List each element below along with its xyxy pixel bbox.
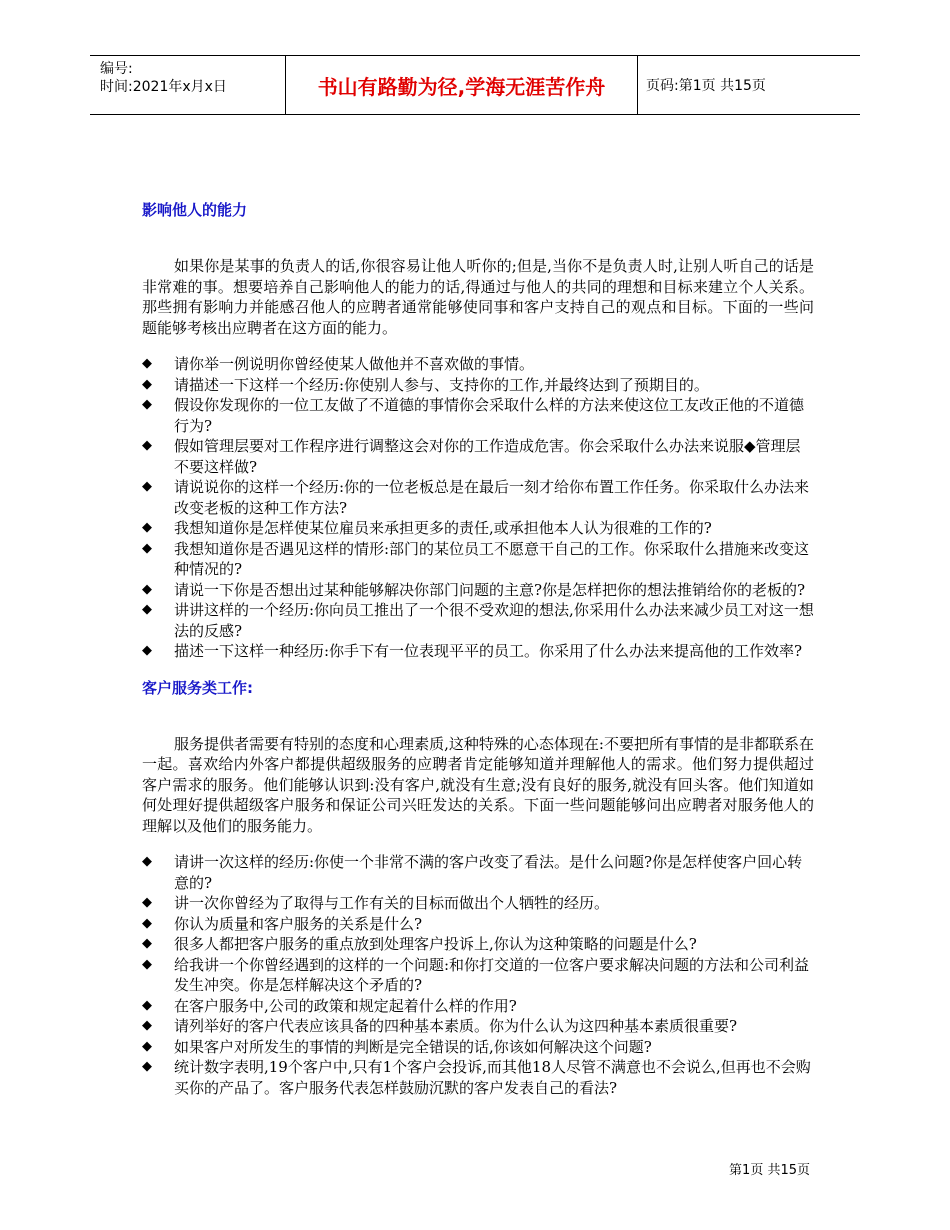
list-item-text: 讲一次你曾经为了取得与工作有关的目标而做出个人牺牲的经历。: [174, 894, 610, 912]
list-item-text: 请说说你的这样一个经历:你的一位老板总是在最后一刻才给你布置工作任务。你采取什么办法来改变老板的这种工作方法?: [174, 478, 810, 517]
list-item-text: 请列举好的客户代表应该具备的四种基本素质。你为什么认为这四种基本素质很重要?: [174, 1017, 738, 1035]
list-item-text: 假如管理层要对工作程序进行调整这会对你的工作造成危害。你会采取什么办法来说服◆管理层不要这样做?: [174, 437, 801, 476]
diamond-bullet-icon: ◆: [142, 520, 152, 535]
diamond-bullet-icon: ◆: [142, 479, 152, 494]
diamond-bullet-icon: ◆: [142, 540, 152, 556]
section-title-influence: 影响他人的能力: [142, 201, 248, 219]
document-number-label: 编号:: [100, 61, 133, 77]
list-item-text: 如果客户对所发生的事情的判断是完全错误的话,你该如何解决这个问题?: [174, 1037, 652, 1056]
list-item-text: 请描述一下这样一个经历:你使别人参与、支持你的工作,并最终达到了预期目的。: [174, 375, 709, 394]
list-item: [142, 996, 814, 1017]
header-motto: 书山有路勤为径,学海无涯苦作舟: [285, 56, 638, 114]
header-page-info: 页码:第1页 共15页: [646, 78, 766, 94]
list-item-text: 我想知道你是怎样使某位雇员来承担更多的责任,或承担他本人认为很难的工作的?: [174, 519, 712, 537]
list-item: [142, 395, 814, 436]
list-item-text: 讲讲这样的一个经历:你向员工推出了一个很不受欢迎的想法,你采用什么办法来减少员工对这一想法的反感?: [174, 601, 814, 640]
document-body: [142, 200, 814, 1114]
list-item-text: 描述一下这样一种经历:你手下有一位表现平平的员工。你采用了什么办法来提高他的工作效率?: [174, 642, 803, 660]
question-list-customer-service: [142, 852, 814, 1098]
page-header: [90, 55, 860, 115]
list-item: [142, 852, 814, 893]
diamond-bullet-icon: ◆: [142, 936, 152, 951]
diamond-bullet-icon: ◆: [142, 602, 152, 617]
document-time-label: 时间:2021年x月x日: [100, 79, 227, 95]
list-item: [142, 914, 814, 935]
diamond-bullet-icon: ◆: [142, 956, 152, 972]
section-title-customer-service: 客户服务类工作:: [142, 678, 253, 697]
section-paragraph-customer-service: 服务提供者需要有特别的态度和心理素质,这种特殊的心态体现在:不要把所有事情的是非都联系在一起。喜欢给内外客户都提供超级服务的应聘者肯定能够知道并理解他人的需求。他们努力提供超过客户需求的服务。他们能够认识到:没有客户,就没有生意;没有良好的服务,就没有回头客。他们知道如何处理好提供超级客户服务和保证公司兴旺发达的关系。下面一些问题能够问出应聘者对服务他人的理解以及他们的服务能力。: [142, 734, 814, 835]
list-item: [142, 893, 814, 914]
diamond-bullet-icon: ◆: [142, 1059, 152, 1074]
diamond-bullet-icon: ◆: [142, 1038, 152, 1054]
list-item: [142, 1057, 814, 1098]
list-item: [142, 600, 814, 641]
diamond-bullet-icon: ◆: [142, 397, 152, 412]
list-item: [142, 934, 814, 955]
list-item: [142, 1016, 814, 1037]
diamond-bullet-icon: ◆: [142, 854, 152, 869]
list-item: [142, 955, 814, 996]
list-item: [142, 1037, 814, 1058]
diamond-bullet-icon: ◆: [142, 643, 152, 658]
list-item-text: 在客户服务中,公司的政策和规定起着什么样的作用?: [174, 996, 517, 1015]
diamond-bullet-icon: ◆: [142, 915, 152, 931]
list-item-text: 请你举一例说明你曾经使某人做他并不喜欢做的事情。: [174, 355, 535, 373]
page-footer: 第1页 共15页: [729, 1163, 810, 1178]
list-item: [142, 539, 814, 580]
list-item: [142, 641, 814, 662]
header-meta: [90, 56, 285, 114]
diamond-bullet-icon: ◆: [142, 438, 152, 453]
diamond-bullet-icon: ◆: [142, 356, 152, 371]
list-item-text: 很多人都把客户服务的重点放到处理客户投诉上,你认为这种策略的问题是什么?: [174, 935, 697, 953]
diamond-bullet-icon: ◆: [142, 1018, 152, 1033]
list-item-text: 给我讲一个你曾经遇到的这样的一个问题:和你打交道的一位客户要求解决问题的方法和公司利益发生冲突。你是怎样解决这个矛盾的?: [174, 955, 810, 994]
diamond-bullet-icon: ◆: [142, 581, 152, 597]
diamond-bullet-icon: ◆: [142, 895, 152, 910]
list-item-text: 我想知道你是否遇见这样的情形:部门的某位员工不愿意干自己的工作。你采取什么措施来改变这种情况的?: [174, 539, 810, 578]
list-item: [142, 477, 814, 518]
list-item: [142, 580, 814, 601]
section-paragraph-influence: 如果你是某事的负责人的话,你很容易让他人听你的;但是,当你不是负责人时,让别人听自己的话是非常难的事。想要培养自己影响他人的能力的话,得通过与他人的共同的理想和目标来建立个人关系。那些拥有影响力并能感召他人的应聘者通常能够使同事和客户支持自己的观点和目标。下面的一些问题能够考核出应聘者在这方面的能力。: [142, 257, 814, 337]
diamond-bullet-icon: ◆: [142, 376, 152, 392]
list-item-text: 请讲一次这样的经历:你使一个非常不满的客户改变了看法。是什么问题?你是怎样使客户回心转意的?: [174, 853, 803, 892]
list-item-text: 假设你发现你的一位工友做了不道德的事情你会采取什么样的方法来使这位工友改正他的不道德行为?: [174, 396, 805, 435]
list-item: [142, 354, 814, 375]
list-item-text: 你认为质量和客户服务的关系是什么?: [174, 914, 423, 933]
list-item-text: 请说一下你是否想出过某种能够解决你部门问题的主意?你是怎样把你的想法推销给你的老板的?: [174, 580, 806, 599]
list-item: [142, 518, 814, 539]
diamond-bullet-icon: ◆: [142, 997, 152, 1013]
list-item: [142, 436, 814, 477]
question-list-influence: [142, 354, 814, 662]
list-item-text: 统计数字表明,19个客户中,只有1个客户会投诉,而其他18人尽管不满意也不会说么,但再也不会购买你的产品了。客户服务代表怎样鼓励沉默的客户发表自己的看法?: [174, 1058, 811, 1097]
list-item: [142, 375, 814, 396]
